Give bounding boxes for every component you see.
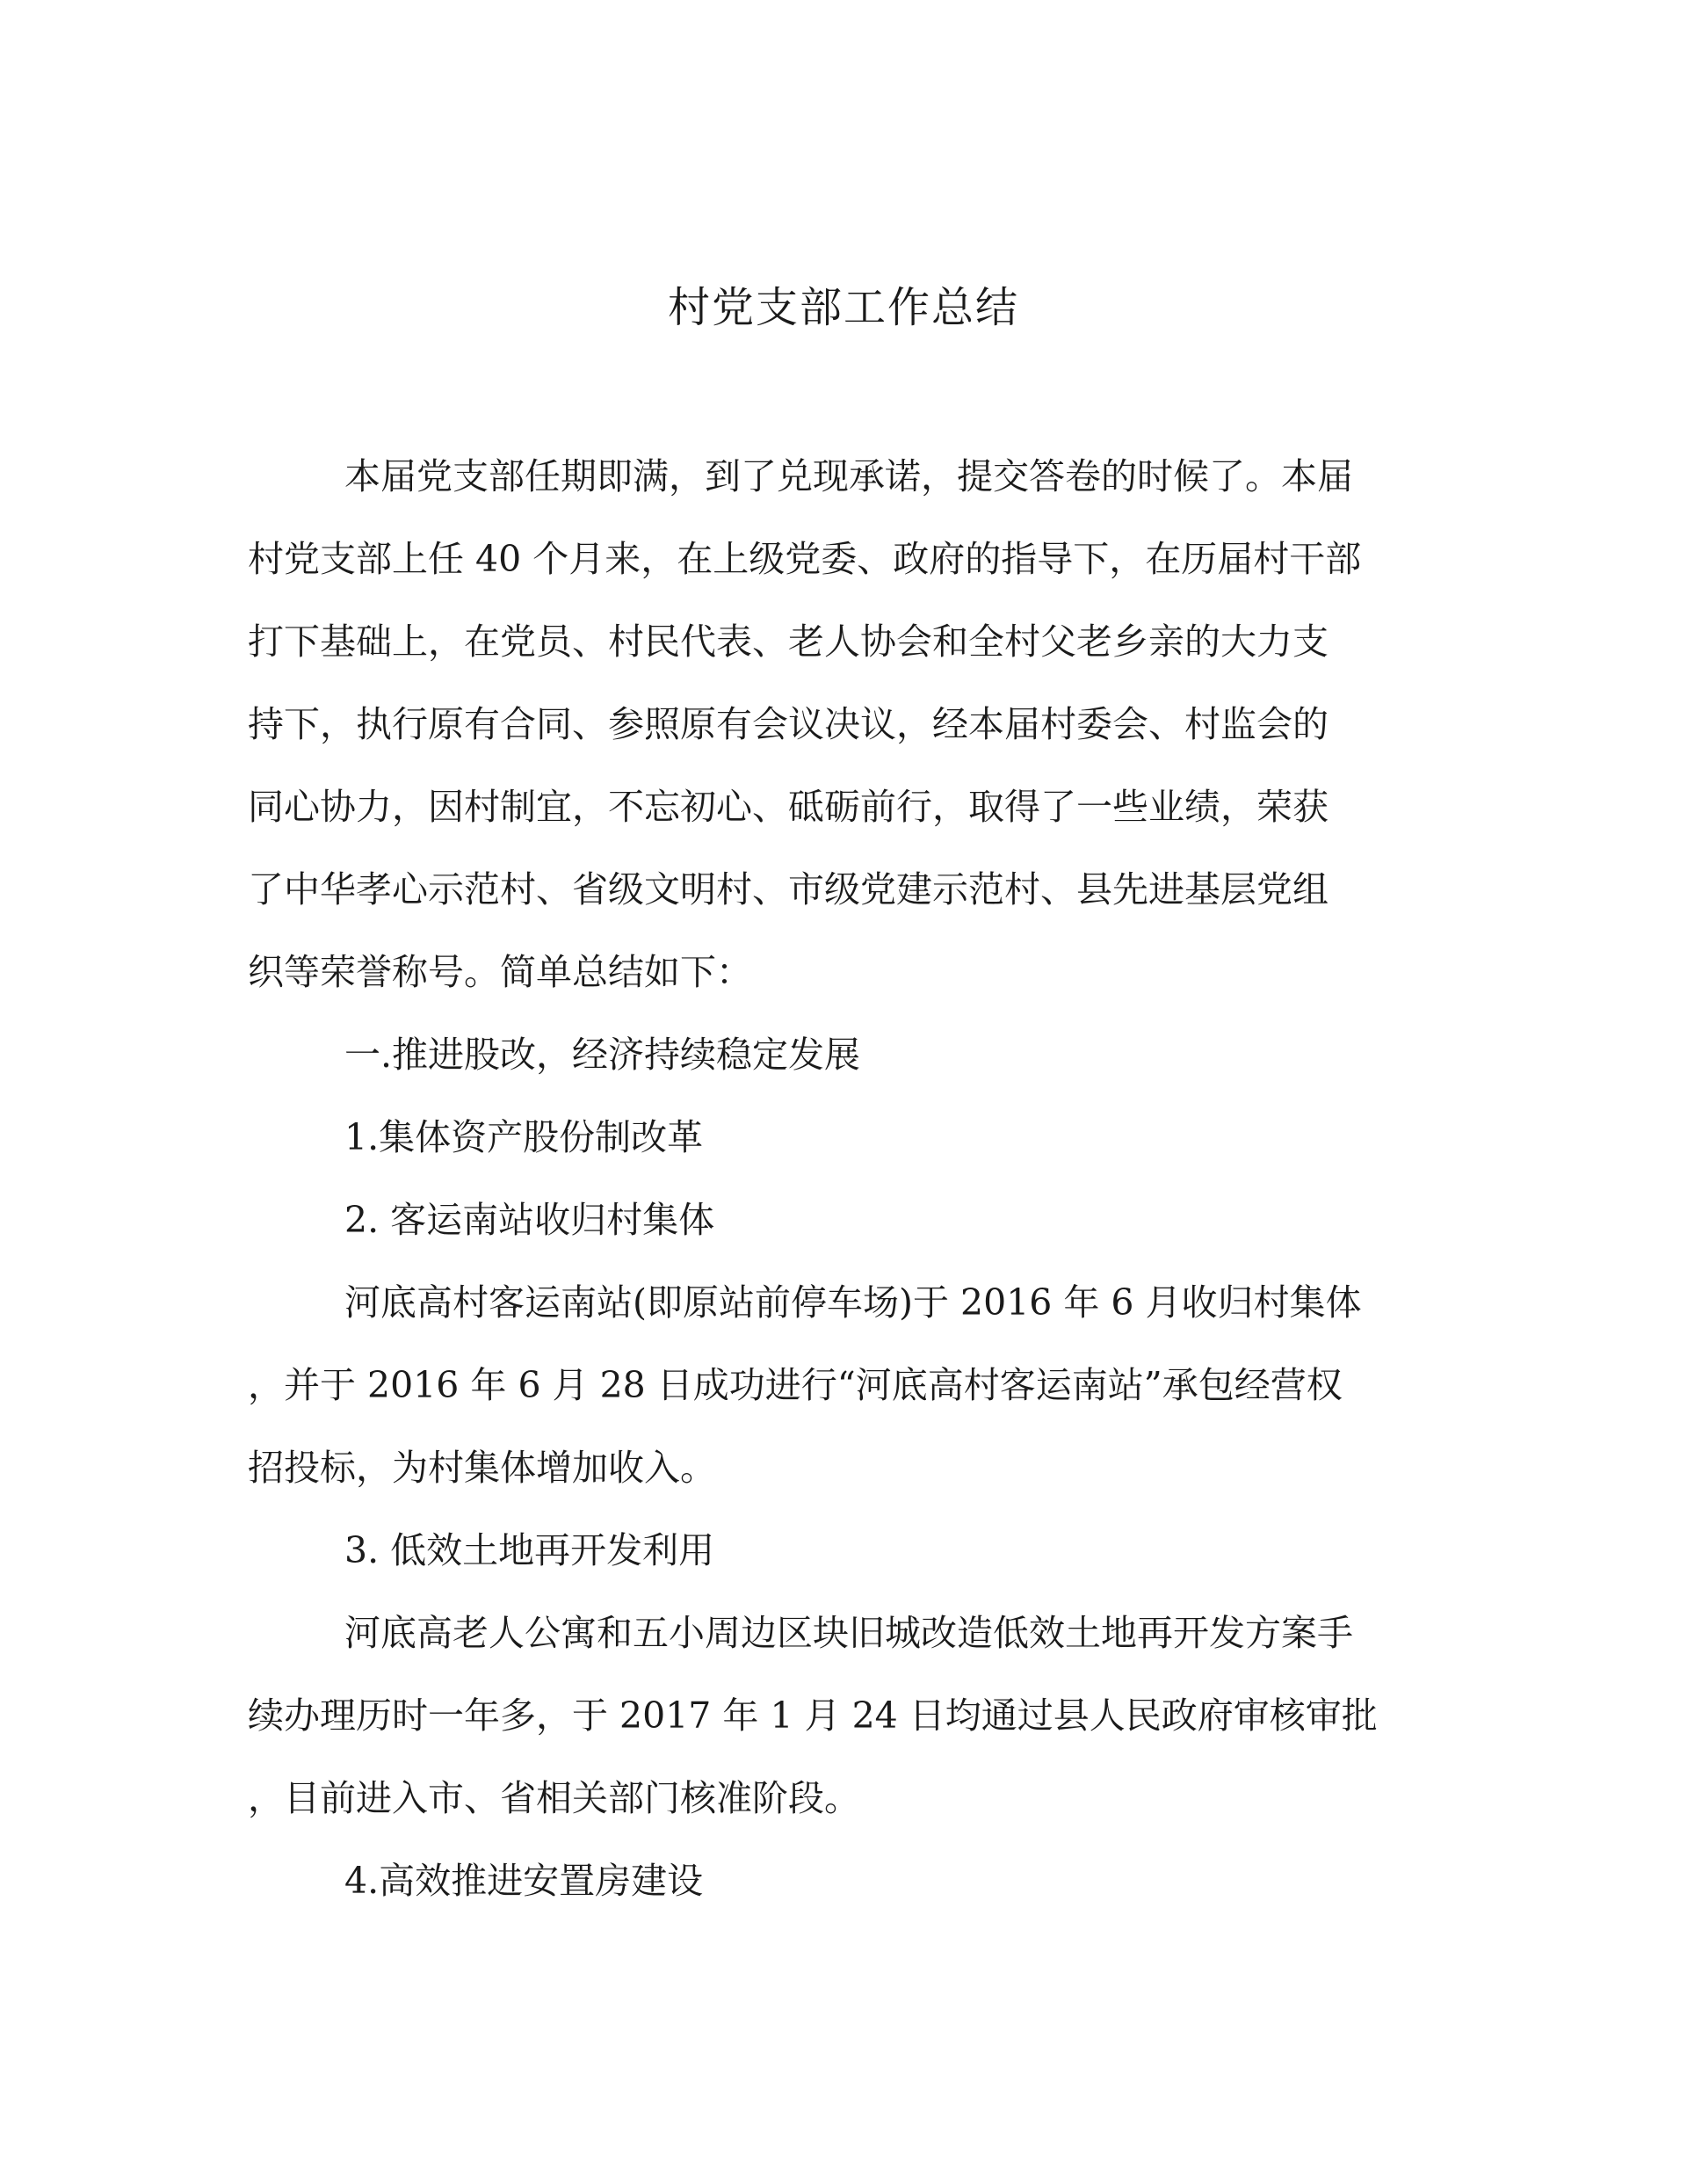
intro-line: 本届党支部任期即满，到了兑现承诺，提交答卷的时候了。本届 bbox=[344, 455, 1353, 497]
item2-line: 河底高村客运南站(即原站前停车场)于 2016 年 6 月收归村集体 bbox=[344, 1281, 1362, 1324]
intro-line: 织等荣誉称号。简单总结如下： bbox=[248, 951, 752, 993]
item3-paragraph bbox=[248, 1592, 1425, 1839]
intro-line: 持下，执行原有合同、参照原有会议决议，经本届村委会、村监会的 bbox=[248, 703, 1329, 745]
intro-line: 了中华孝心示范村、省级文明村、市级党建示范村、县先进基层党组 bbox=[248, 868, 1329, 911]
intro-line: 打下基础上，在党员、村民代表、老人协会和全村父老乡亲的大力支 bbox=[248, 620, 1329, 663]
item3-line: 续办理历时一年多，于 2017 年 1 月 24 日均通过县人民政府审核审批 bbox=[248, 1694, 1378, 1737]
item-heading: 3. 低效土地再开发利用 bbox=[344, 1529, 715, 1571]
item2-paragraph bbox=[248, 1261, 1425, 1509]
item-heading: 2. 客运南站收归村集体 bbox=[344, 1199, 715, 1241]
intro-paragraph bbox=[248, 435, 1425, 1013]
item3-line: ，目前进入市、省相关部门核准阶段。 bbox=[248, 1777, 860, 1819]
item3-line: 河底高老人公寓和五小周边区块旧城改造低效土地再开发方案手 bbox=[344, 1612, 1353, 1654]
intro-line: 同心协力，因村制宜，不忘初心、砥砺前行，取得了一些业绩，荣获 bbox=[248, 786, 1329, 828]
document-body bbox=[248, 435, 1425, 1922]
item-heading: 4.高效推进安置房建设 bbox=[344, 1860, 704, 1902]
intro-line: 村党支部上任 40 个月来，在上级党委、政府的指导下，在历届村干部 bbox=[248, 538, 1362, 580]
section-heading: 一.推进股改，经济持续稳定发展 bbox=[344, 1034, 861, 1076]
item2-line: 招投标，为村集体增加收入。 bbox=[248, 1447, 716, 1489]
item-heading: 1.集体资产股份制改革 bbox=[344, 1116, 704, 1158]
document-title: 村党支部工作总结 bbox=[667, 283, 1019, 332]
item2-line: ，并于 2016 年 6 月 28 日成功进行“河底高村客运南站”承包经营权 bbox=[248, 1364, 1343, 1406]
